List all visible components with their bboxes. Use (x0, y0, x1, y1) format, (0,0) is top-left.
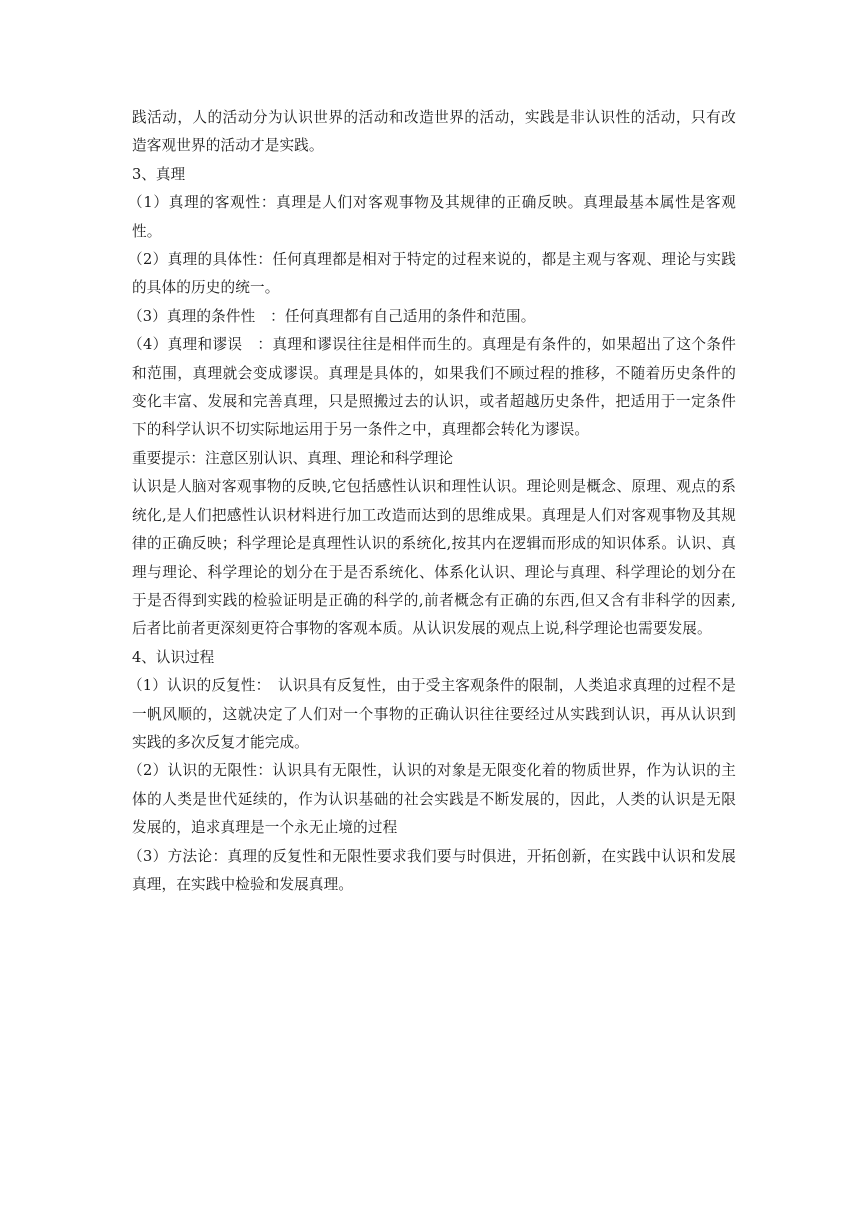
paragraph-methodology: （3）方法论：真理的反复性和无限性要求我们要与时俱进，开拓创新，在实践中认识和发展真理，在实践中检验和发展真理。 (128, 847, 736, 893)
paragraph-practice-continued: 践活动，人的活动分为认识世界的活动和改造世界的活动，实践是非认识性的活动，只有改造客观世界的活动才是实践。 (132, 109, 736, 155)
section-heading-truth: 3、真理 (132, 165, 186, 183)
paragraph-truth-concreteness: （2）真理的具体性：任何真理都是相对于特定的过程来说的，都是主观与客观、理论与实践的具体的历史的统一。 (128, 251, 736, 297)
section-heading-cognition-process: 4、认识过程 (132, 648, 215, 666)
paragraph-truth-conditionality: （3）真理的条件性 ：任何真理都有自己适用的条件和范围。 (128, 307, 536, 325)
paragraph-truth-objectivity: （1）真理的客观性：真理是人们对客观事物及其规律的正确反映。真理最基本属性是客观性。 (128, 194, 736, 240)
document-page (128, 104, 736, 899)
paragraph-cognition-infinity: （2）认识的无限性：认识具有无限性，认识的对象是无限变化着的物质世界，作为认识的主体的人类是世代延续的，作为认识基础的社会实践是不断发展的，因此，人类的认识是无限发展的，追求真理是一个永无止境的过程 (128, 762, 736, 837)
paragraph-cognition-repetition: （1）认识的反复性： 认识具有反复性，由于受主客观条件的限制，人类追求真理的过程不是一帆风顺的，这就决定了人们对一个事物的正确认识往往要经过从实践到认识，再从认识到实践的多次反复才能完成。 (128, 677, 736, 751)
paragraph-truth-and-error: （4）真理和谬误 ：真理和谬误往往是相伴而生的。真理是有条件的，如果超出了这个条件和范围，真理就会变成谬误。真理是具体的，如果我们不顾过程的推移，不随着历史条件的变化丰富、发展和完善真理，只是照搬过去的认识，或者超越历史条件，把适用于一定条件下的科学认识不切实际地运用于另一条件之中，真理都会转化为谬误。 (128, 336, 736, 439)
paragraph-cognition-theory: 认识是人脑对客观事物的反映,它包括感性认识和理性认识。理论则是概念、原理、观点的系统化,是人们把感性认识材料进行加工改造而达到的思维成果。真理是人们对客观事物及其规律的正确反映；科学理论是真理性认识的系统化,按其内在逻辑而形成的知识体系。认识、真理与理论、科学理论的划分在于是否系统化、体系化认识、理论与真理、科学理论的划分在于是否得到实践的检验证明是正确的科学的,前者概念有正确的东西,但又含有非科学的因素,后者比前者更深刻更符合事物的客观本质。从认识发展的观点上说,科学理论也需要发展。 (132, 478, 736, 638)
important-tip-heading: 重要提示：注意区别认识、真理、理论和科学理论 (132, 449, 454, 467)
